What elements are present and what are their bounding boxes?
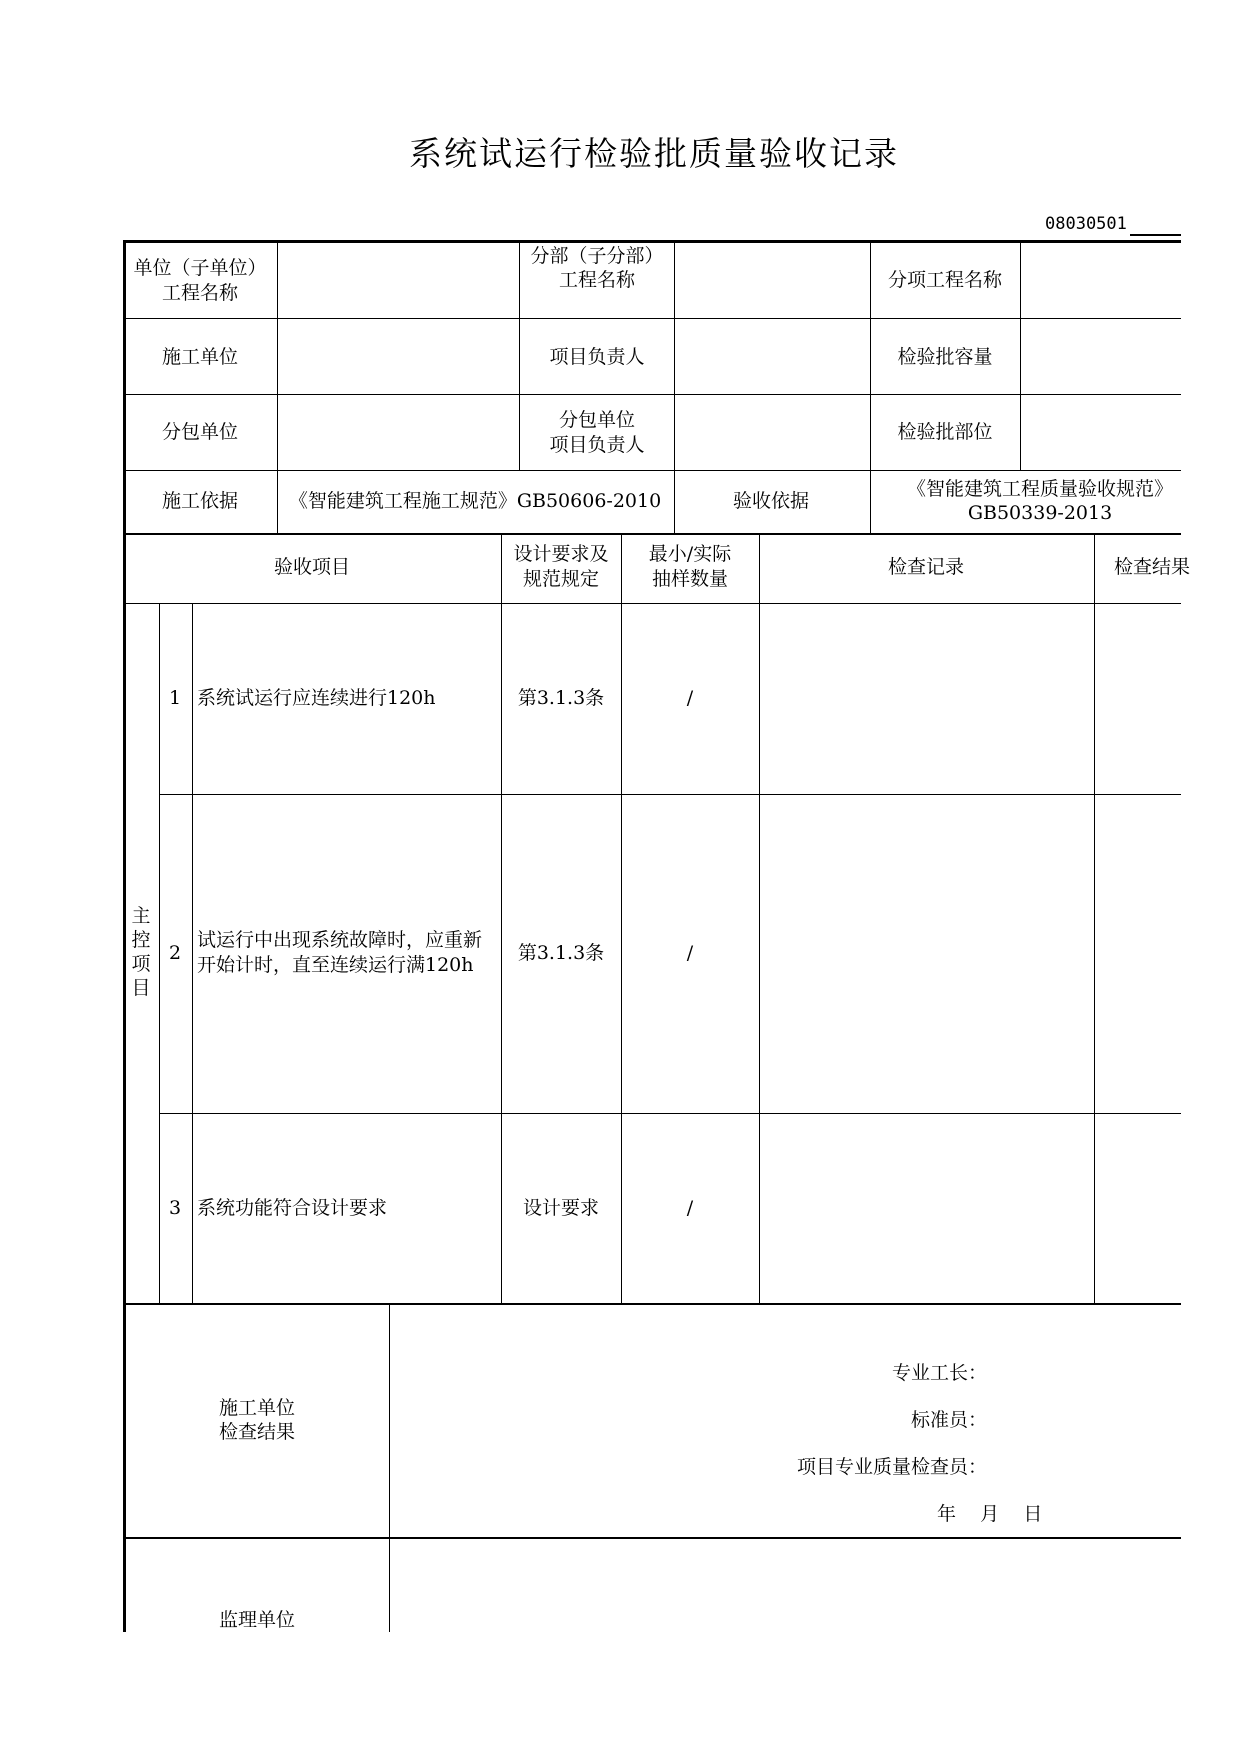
item-clause: 设计要求 xyxy=(522,1197,600,1219)
sub-lead-label-line2: 项目负责人 xyxy=(549,434,645,456)
project-lead-label: 项目负责人 xyxy=(549,346,645,368)
standard-officer-signature-label: 标准员： xyxy=(910,1409,987,1431)
col-divider xyxy=(501,533,502,1303)
acceptance-basis-value-line1: 《智能建筑工程质量验收规范》 xyxy=(906,478,1174,500)
acceptance-basis-label: 验收依据 xyxy=(732,490,810,512)
row-divider xyxy=(159,1113,1181,1114)
item-description: 系统试运行应连续进行120h xyxy=(197,687,436,709)
item-number: 2 xyxy=(168,942,182,964)
item-name-label: 分项工程名称 xyxy=(887,269,1003,291)
page-title: 系统试运行检验批质量验收记录 xyxy=(409,134,899,173)
column-record: 检查记录 xyxy=(887,556,965,578)
acceptance-basis-value-line2: GB50339-2013 xyxy=(967,502,1113,524)
basis-label: 施工依据 xyxy=(161,490,239,512)
col-divider xyxy=(1094,533,1095,1303)
item-sample: / xyxy=(686,687,694,709)
item-description-line1: 试运行中出现系统故障时，应重新 xyxy=(197,929,483,951)
contractor-check-label-line1: 施工单位 xyxy=(218,1397,296,1419)
unit-label-line2: 工程名称 xyxy=(161,282,239,304)
item-number: 3 xyxy=(168,1197,182,1219)
sub-division-label-line2: 工程名称 xyxy=(558,269,636,291)
col-divider xyxy=(192,603,193,1303)
main-group-char: 主 xyxy=(131,905,151,927)
foreman-signature-label: 专业工长： xyxy=(891,1362,987,1384)
col-divider xyxy=(674,240,675,533)
col-divider xyxy=(277,470,278,533)
col-divider xyxy=(389,1303,390,1632)
col-divider xyxy=(159,603,160,1303)
item-description-line2: 开始计时，直至连续运行满120h xyxy=(197,954,474,976)
column-result: 检查结果 xyxy=(1114,556,1191,578)
unit-label-line1: 单位（子单位） xyxy=(133,257,267,279)
item-description: 系统功能符合设计要求 xyxy=(197,1197,388,1219)
contractor-label: 施工单位 xyxy=(161,346,239,368)
form-code: 08030501 xyxy=(1045,214,1127,234)
row-divider xyxy=(123,603,1181,604)
col-divider xyxy=(759,533,760,1303)
column-sample-line1: 最小/实际 xyxy=(648,543,732,565)
row-divider xyxy=(123,533,1181,535)
row-divider xyxy=(123,318,1181,319)
main-group-char: 目 xyxy=(131,977,151,999)
row-divider xyxy=(123,470,1181,471)
row-divider xyxy=(159,794,1181,795)
supervisor-label: 监理单位 xyxy=(218,1609,296,1631)
table-border-left xyxy=(123,240,126,1632)
basis-value: 《智能建筑工程施工规范》GB50606-2010 xyxy=(288,490,662,512)
item-sample: / xyxy=(686,1197,694,1219)
col-divider xyxy=(870,240,871,533)
column-design-line1: 设计要求及 xyxy=(513,543,609,565)
sub-lead-label-line1: 分包单位 xyxy=(558,409,636,431)
row-divider xyxy=(123,1537,1181,1539)
column-design-line2: 规范规定 xyxy=(522,568,600,590)
column-sample-line2: 抽样数量 xyxy=(651,568,729,590)
location-label: 检验批部位 xyxy=(897,421,993,443)
table-border-top xyxy=(123,240,1181,243)
subcontractor-label: 分包单位 xyxy=(161,421,239,443)
item-number: 1 xyxy=(168,687,182,709)
item-clause: 第3.1.3条 xyxy=(517,687,605,709)
col-divider xyxy=(277,240,278,470)
date-label: 年 月 日 xyxy=(937,1503,1043,1525)
col-divider xyxy=(519,240,520,470)
sub-division-label-line1: 分部（子分部） xyxy=(530,245,664,267)
col-divider xyxy=(1020,240,1021,470)
contractor-check-label-line2: 检查结果 xyxy=(218,1421,296,1443)
item-sample: / xyxy=(686,942,694,964)
item-clause: 第3.1.3条 xyxy=(517,942,605,964)
capacity-label: 检验批容量 xyxy=(897,346,993,368)
main-group-char: 控 xyxy=(131,929,151,951)
main-group-char: 项 xyxy=(131,953,151,975)
column-item: 验收项目 xyxy=(273,556,351,578)
col-divider xyxy=(621,533,622,1303)
form-code-underline xyxy=(1130,234,1181,236)
row-divider xyxy=(123,1303,1181,1305)
row-divider xyxy=(123,394,1181,395)
quality-inspector-signature-label: 项目专业质量检查员： xyxy=(796,1456,987,1478)
